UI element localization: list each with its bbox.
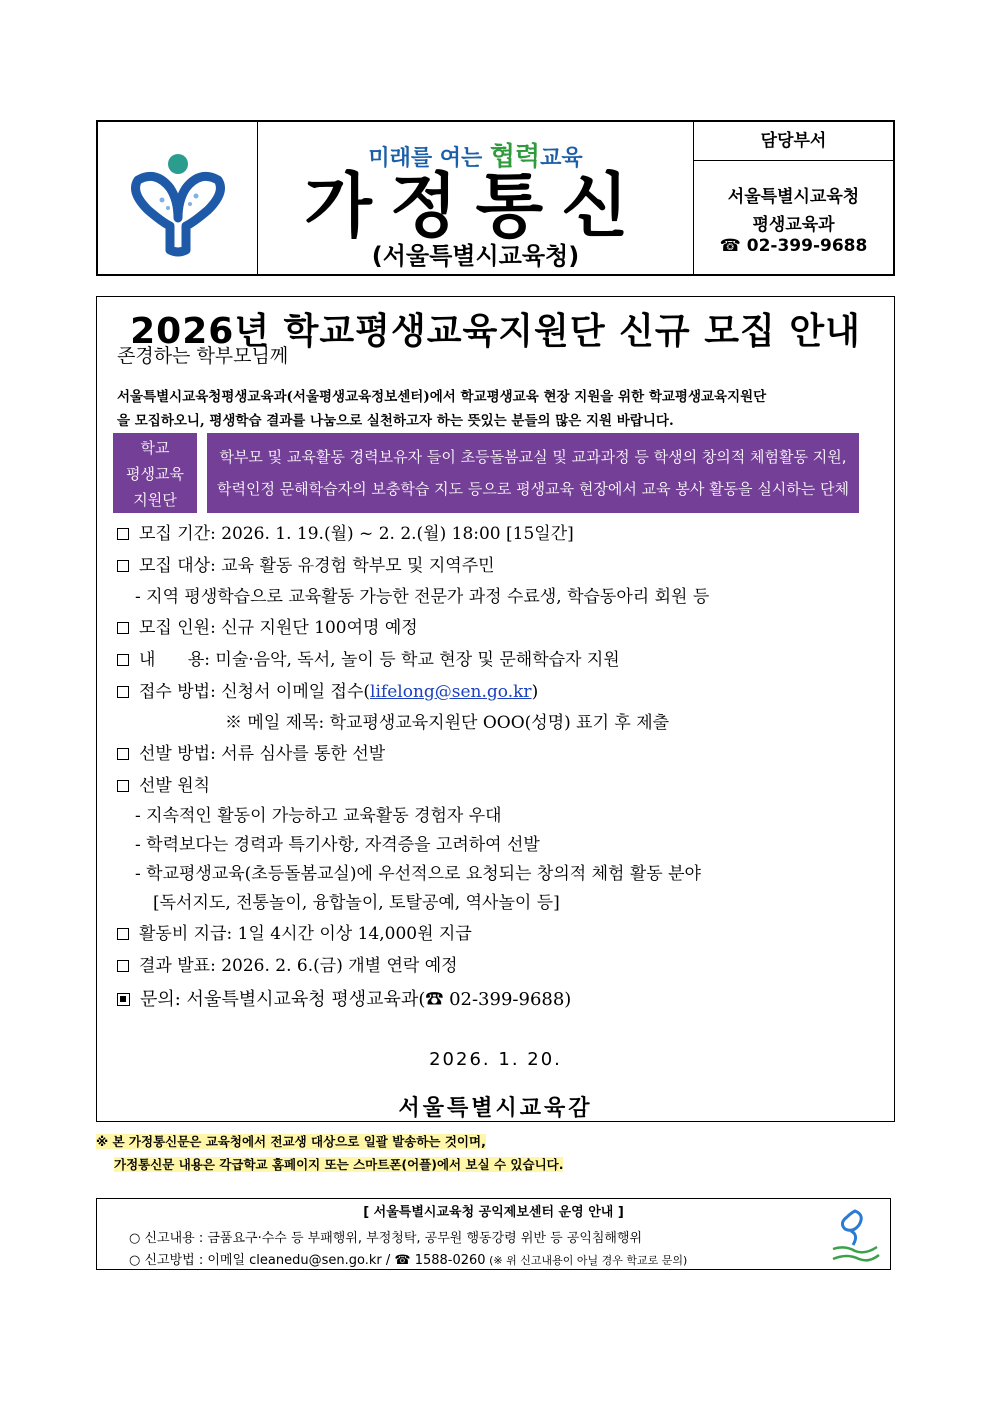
note-line-2 bbox=[114, 1155, 563, 1173]
item-result bbox=[117, 951, 458, 976]
issue-date: 2026. 1. 20. bbox=[429, 1049, 562, 1070]
checkbox-bullet-icon bbox=[117, 622, 129, 634]
item-count-text: 모집 인원: 신규 지원단 100여명 예정 bbox=[139, 618, 418, 638]
checkbox-bullet-icon bbox=[117, 686, 129, 698]
item-method-close: ) bbox=[531, 682, 539, 702]
principle-2: - 학력보다는 경력과 특기사항, 자격증을 고려하여 선발 bbox=[135, 835, 540, 855]
checkbox-bullet-icon bbox=[117, 748, 129, 760]
slogan-highlight: 협력 bbox=[489, 142, 541, 172]
item-method-note: ※ 메일 제목: 학교평생교육지원단 OOO(성명) 표기 후 제출 bbox=[225, 713, 670, 733]
filled-square-bullet-icon bbox=[117, 993, 130, 1006]
email-link[interactable]: lifelong@sen.go.kr bbox=[370, 682, 532, 702]
item-period bbox=[117, 519, 574, 544]
label-line-1: 학교 bbox=[140, 439, 170, 457]
item-target-sub: - 지역 평생학습으로 교육활동 가능한 전문가 과정 수료생, 학습동아리 회원 등 bbox=[135, 587, 710, 607]
newsletter-title: 가정통신 bbox=[304, 165, 647, 247]
note-line-1 bbox=[96, 1132, 486, 1150]
header-table bbox=[96, 120, 895, 276]
principle-4: [독서지도, 전통놀이, 융합놀이, 토탈공예, 역사놀이 등] bbox=[153, 893, 560, 913]
principle-1: - 지속적인 활동이 가능하고 교육활동 경험자 우대 bbox=[135, 806, 502, 826]
item-method-text: 접수 방법: 신청서 이메일 접수( bbox=[139, 682, 371, 702]
notice-body bbox=[96, 296, 895, 1122]
principle-3: - 학교평생교육(초등돌봄교실)에 우선적으로 요청되는 창의적 체험 활동 분야 bbox=[135, 864, 701, 884]
item-selection bbox=[117, 739, 385, 764]
logo-cell bbox=[98, 122, 258, 274]
slogan-pre: 미래를 여는 bbox=[368, 146, 490, 171]
item-content bbox=[117, 645, 620, 670]
signer: 서울특별시교육감 bbox=[398, 1096, 593, 1121]
item-method bbox=[117, 677, 538, 702]
label-line-3: 지원단 bbox=[133, 491, 177, 509]
newsletter-subtitle: (서울특별시교육청) bbox=[371, 242, 580, 270]
note-line-1-text: ※ 본 가정통신문은 교육청에서 전교생 대상으로 일괄 발송하는 것이며, bbox=[96, 1134, 486, 1149]
item-principle bbox=[117, 771, 210, 796]
greeting: 존경하는 학부모님께 bbox=[117, 345, 289, 367]
intro-line-1: 서울특별시교육청평생교육과(서울평생교육정보센터)에서 학교평생교육 현장 지원을 위한 학교평생교육지원단 bbox=[117, 389, 767, 405]
intro-line-2: 을 모집하오니, 평생학습 결과를 나눔으로 실천하고자 하는 뜻있는 분들의 많은 지원 바랍니다. bbox=[117, 413, 674, 429]
checkbox-bullet-icon bbox=[117, 960, 129, 972]
notice-title: 2026년 학교평생교육지원단 신규 모집 안내 bbox=[130, 311, 861, 352]
item-pay-text: 활동비 지급: 1일 4시간 이상 14,000원 지급 bbox=[139, 924, 472, 944]
seoul-education-logo-icon bbox=[98, 122, 258, 274]
item-target bbox=[117, 551, 495, 576]
support-group-label bbox=[113, 433, 197, 513]
support-group-description bbox=[207, 433, 859, 513]
whistleblower-title: [ 서울특별시교육청 공익제보센터 운영 안내 ] bbox=[363, 1205, 624, 1220]
report-method-text: ○ 신고방법 : 이메일 cleanedu@sen.go.kr / ☎ 1588-0260 bbox=[129, 1253, 486, 1268]
item-count bbox=[117, 613, 418, 638]
description-line-1: 학부모 및 교육활동 경력보유자 들이 초등돌봄교실 및 교과과정 등 학생의 창의적 체험활동 지원, bbox=[219, 448, 847, 466]
intro-paragraph bbox=[117, 385, 878, 433]
report-method-note: (※ 위 신고내용이 아닐 경우 학교로 문의) bbox=[485, 1254, 688, 1267]
item-principle-text: 선발 원칙 bbox=[139, 776, 211, 796]
item-target-text: 모집 대상: 교육 활동 유경험 학부모 및 지역주민 bbox=[139, 556, 495, 576]
item-pay bbox=[117, 919, 472, 944]
label-line-2: 평생교육 bbox=[126, 465, 184, 483]
item-content-text: 내 용: 미술·음악, 독서, 놀이 등 학교 현장 및 문해학습자 지원 bbox=[139, 650, 620, 670]
report-method bbox=[129, 1249, 687, 1268]
title-cell bbox=[258, 122, 694, 274]
description-line-2: 학력인정 문해학습자의 보충학습 지도 등으로 평생교육 현장에서 교육 봉사 활동을 실시하는 단체 bbox=[216, 480, 850, 498]
item-inquiry-text: 문의: 서울특별시교육청 평생교육과(☎ 02-399-9688) bbox=[140, 989, 572, 1010]
whistleblower-box bbox=[96, 1198, 891, 1270]
checkbox-bullet-icon bbox=[117, 654, 129, 666]
department-org: 서울특별시교육청 bbox=[727, 187, 860, 207]
item-result-text: 결과 발표: 2026. 2. 6.(금) 개별 연락 예정 bbox=[139, 956, 458, 976]
checkbox-bullet-icon bbox=[117, 780, 129, 792]
department-division: 평생교육과 bbox=[752, 215, 835, 235]
item-inquiry bbox=[117, 985, 571, 1011]
slogan-post: 교육 bbox=[540, 146, 583, 171]
department-label: 담당부서 bbox=[694, 122, 893, 161]
checkbox-bullet-icon bbox=[117, 928, 129, 940]
checkbox-bullet-icon bbox=[117, 560, 129, 572]
item-selection-text: 선발 방법: 서류 심사를 통한 선발 bbox=[139, 744, 386, 764]
department-phone: ☎ 02-399-9688 bbox=[719, 236, 868, 256]
report-content: ○ 신고내용 : 금품요구·수수 등 부패행위, 부정청탁, 공무원 행동강령 위반 등 공익침해행위 bbox=[129, 1231, 643, 1246]
item-period-text: 모집 기간: 2026. 1. 19.(월) ~ 2. 2.(월) 18:00 [15일간] bbox=[139, 524, 574, 544]
note-line-2-text: 가정통신문 내용은 각급학교 홈페이지 또는 스마트폰(어플)에서 보실 수 있습니다. bbox=[114, 1157, 564, 1172]
department-cell bbox=[694, 122, 893, 274]
checkbox-bullet-icon bbox=[117, 528, 129, 540]
clean-seoul-mascot-icon bbox=[825, 1205, 885, 1265]
